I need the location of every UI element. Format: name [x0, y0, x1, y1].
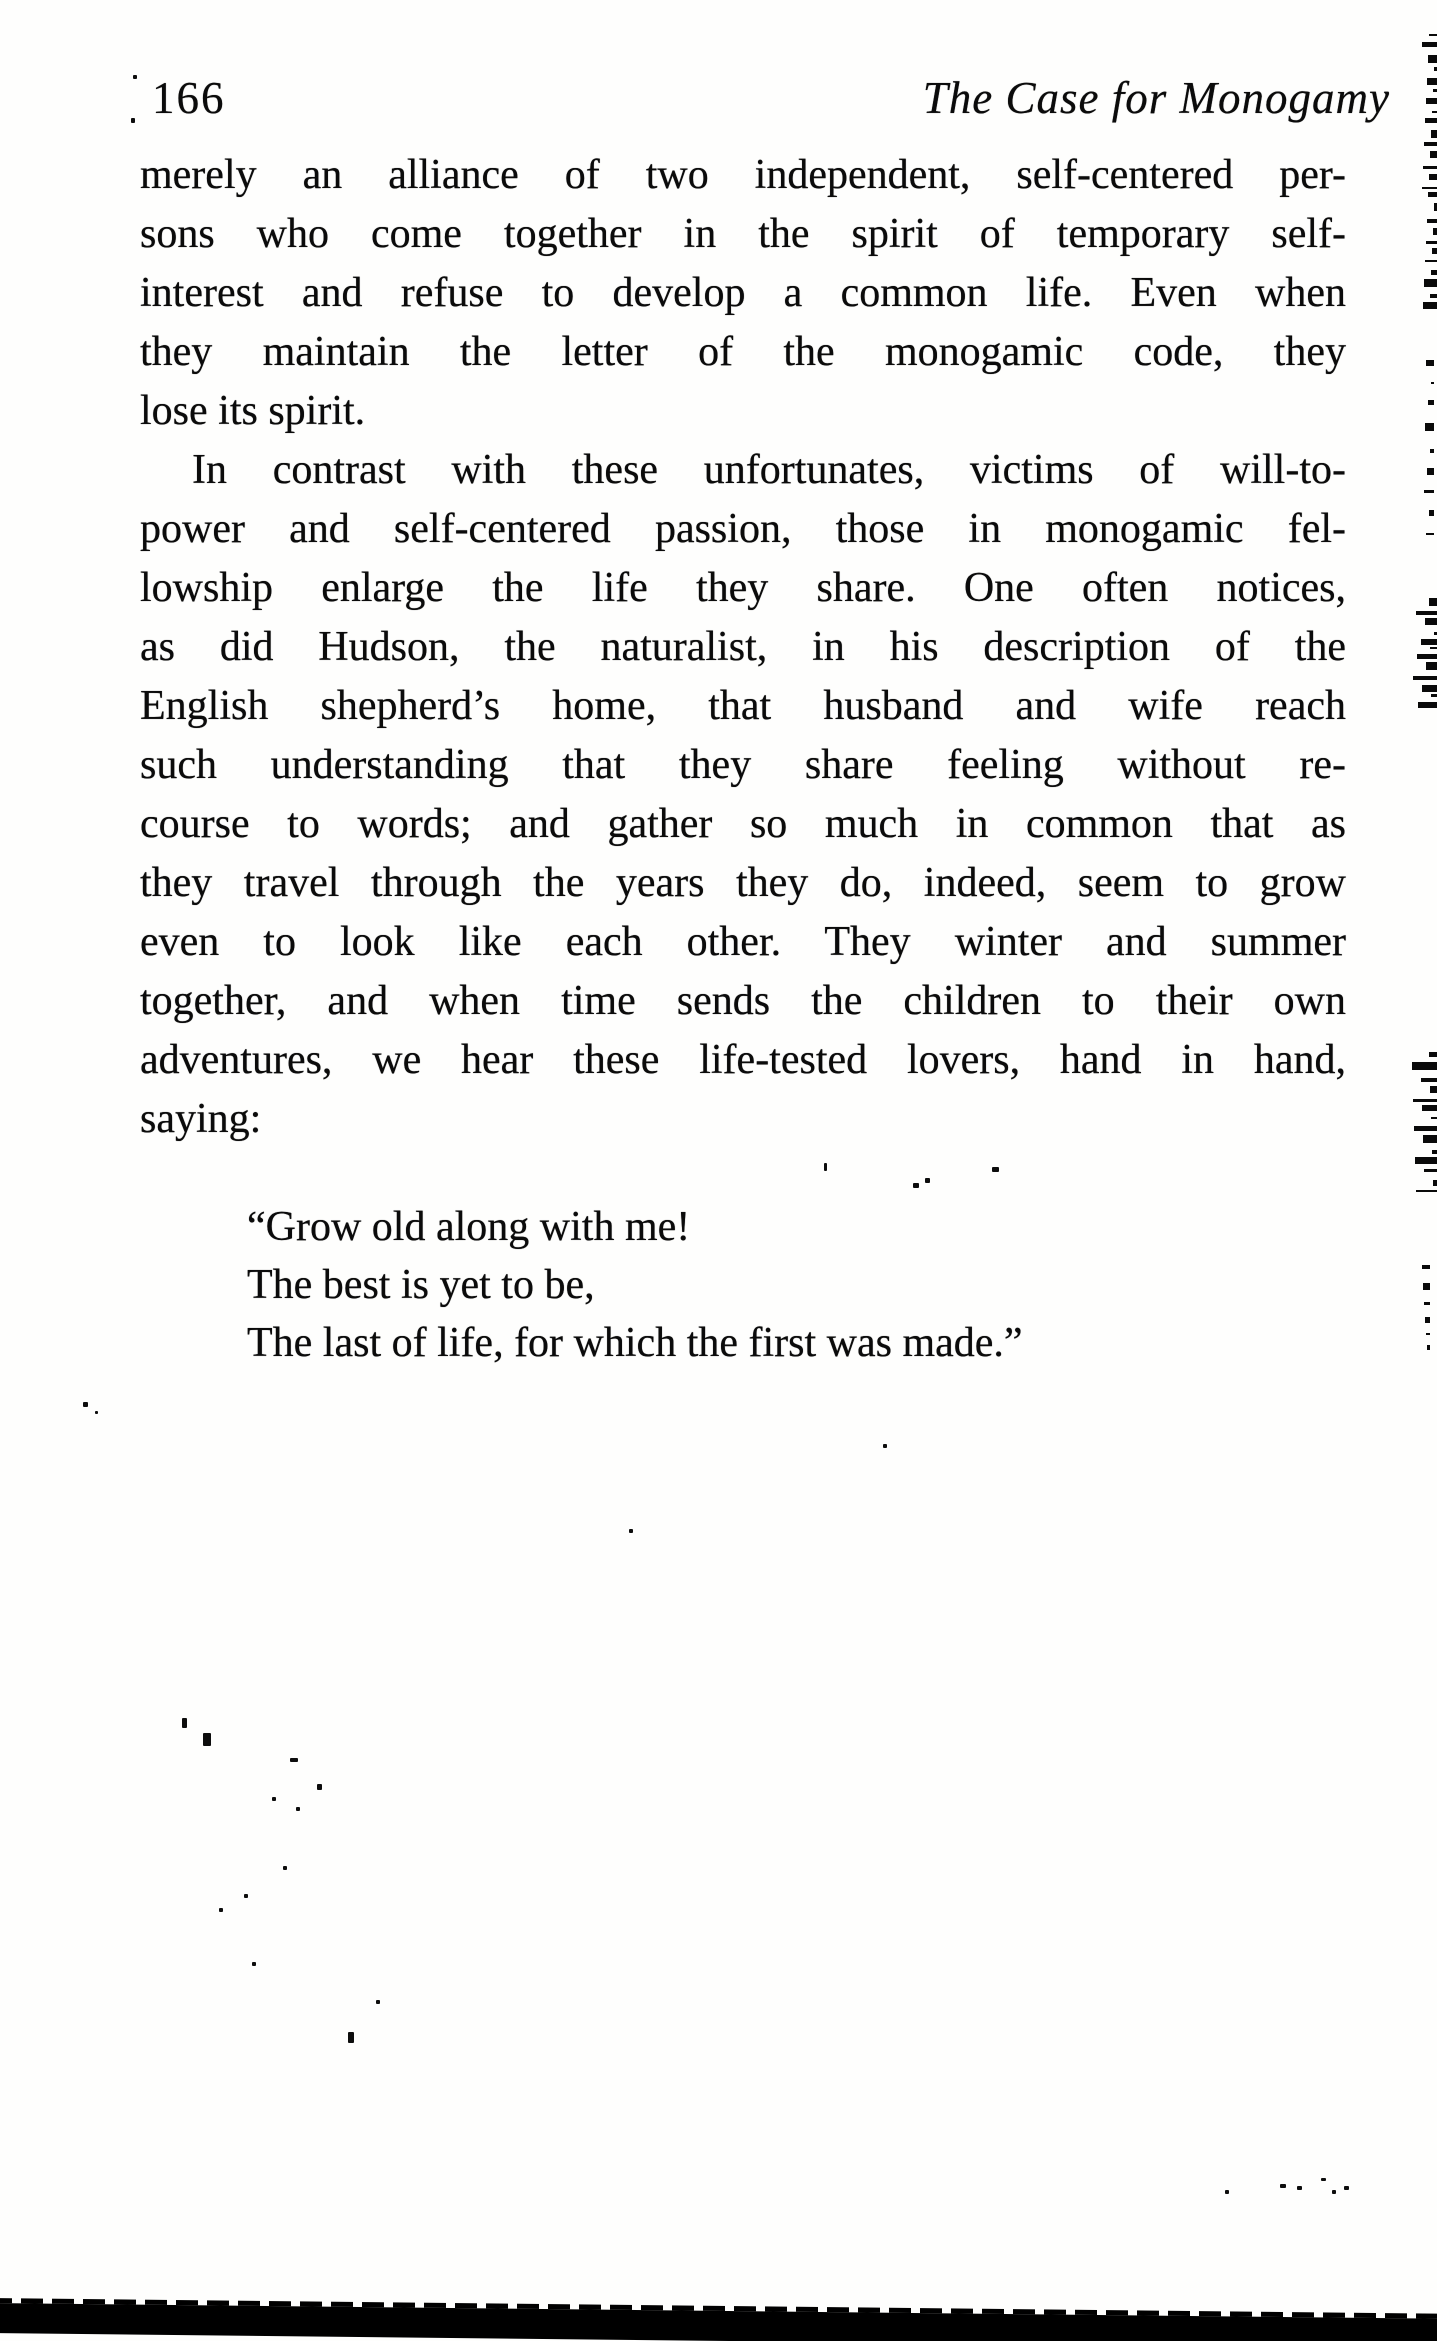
ink-fleck: [1429, 1052, 1437, 1057]
ink-fleck: [1426, 1333, 1430, 1335]
ink-fleck: [1424, 142, 1437, 146]
scan-speck: [317, 1784, 322, 1790]
scan-speck: [83, 1402, 88, 1407]
scan-edge-specks: [1400, 1265, 1430, 1350]
ink-fleck: [1428, 192, 1437, 197]
page-header: [152, 72, 1390, 124]
text-line-p1-4: they maintain the letter of the monogamic code, they: [140, 329, 1346, 375]
ink-fleck: [1423, 166, 1437, 169]
scan-speck: [252, 1962, 256, 1966]
text-line-p1-2: sons who come together in the spirit of temporary self-: [140, 211, 1346, 257]
ink-fleck: [1421, 639, 1437, 645]
scan-speck: [272, 1797, 276, 1801]
ink-fleck: [1423, 1135, 1437, 1143]
ink-fleck: [1426, 360, 1434, 366]
scan-speck: [203, 1733, 211, 1746]
ink-fleck: [1429, 174, 1437, 180]
scan-bottom-bar: [0, 2303, 1437, 2341]
ink-fleck: [1428, 400, 1434, 405]
text-line-p1-1: merely an alliance of two independent, self-centered per-: [140, 152, 1346, 198]
text-line-p2-6: such understanding that they share feeling without re-: [140, 742, 1346, 788]
ink-fleck: [1422, 685, 1437, 692]
ink-fleck: [1423, 302, 1437, 309]
ink-fleck: [1425, 423, 1434, 431]
ink-fleck: [1423, 1283, 1430, 1290]
scan-speck: [1344, 2186, 1349, 2190]
ink-fleck: [1433, 228, 1437, 235]
scan-speck: [883, 1444, 887, 1448]
ink-fleck: [1426, 662, 1437, 670]
text-line-p2-8: they travel through the years they do, indeed, seem to grow: [140, 860, 1346, 906]
scan-speck: [131, 118, 135, 123]
scan-speck: [629, 1529, 633, 1533]
verse-quote: [247, 1198, 1347, 1372]
ink-fleck: [1432, 1150, 1437, 1154]
ink-fleck: [1426, 98, 1437, 104]
scan-edge-ink-top: [1420, 34, 1437, 309]
running-title: The Case for Monogamy: [922, 73, 1390, 123]
ink-fleck: [1421, 1078, 1437, 1082]
scan-speck: [244, 1894, 248, 1898]
ink-fleck: [1431, 270, 1437, 275]
ink-fleck: [1414, 1126, 1437, 1131]
ink-fleck: [1429, 510, 1434, 516]
scan-speck: [925, 1178, 930, 1183]
text-line-p2-10: together, and when time sends the children to their own: [140, 978, 1346, 1024]
verse-line-1: “Grow old along with me!: [247, 1204, 691, 1250]
scan-speck: [290, 1758, 298, 1762]
scan-speck: [283, 1866, 287, 1870]
text-line-p2-1: In contrast with these unfortunates, victims of will-to-: [192, 447, 1346, 493]
scan-speck: [1225, 2190, 1229, 2194]
scan-speck: [348, 2032, 354, 2043]
ink-fleck: [1430, 294, 1437, 298]
ink-fleck: [1429, 598, 1437, 606]
ink-fleck: [1426, 241, 1437, 244]
ink-fleck: [1415, 1157, 1437, 1164]
scan-speck: [95, 1411, 98, 1414]
ink-fleck: [1422, 1265, 1430, 1269]
ink-fleck: [1416, 611, 1437, 615]
ink-fleck: [1426, 533, 1434, 535]
text-line-p2-7: course to words; and gather so much in common that as: [140, 801, 1346, 847]
ink-fleck: [1418, 702, 1437, 708]
text-line-p2-2: power and self-centered passion, those in monogamic fel-: [140, 506, 1346, 552]
ink-fleck: [1431, 1117, 1437, 1119]
scan-speck: [824, 1163, 827, 1171]
ink-fleck: [1428, 55, 1437, 63]
ink-fleck: [1430, 647, 1437, 649]
ink-fleck: [1430, 449, 1434, 453]
ink-fleck: [1413, 1099, 1437, 1102]
scan-speck: [182, 1718, 187, 1728]
verse-line-3: The last of life, for which the first was made.”: [247, 1320, 1023, 1366]
scan-edge-ink-blob-2: [1400, 1052, 1437, 1192]
ink-fleck: [1427, 219, 1437, 223]
ink-fleck: [1430, 1086, 1437, 1093]
scan-speck: [376, 2000, 380, 2004]
scan-speck: [296, 1807, 300, 1811]
ink-fleck: [1431, 130, 1437, 138]
scan-speck: [133, 75, 137, 79]
text-line-p2-5: English shepherd’s home, that husband and wife reach: [140, 683, 1346, 729]
ink-fleck: [1433, 1180, 1437, 1186]
ink-fleck: [1432, 248, 1437, 254]
ink-fleck: [1413, 676, 1437, 680]
scan-speck: [1332, 2190, 1336, 2194]
ink-fleck: [1424, 490, 1434, 493]
verse-line-2: The best is yet to be,: [247, 1262, 595, 1308]
ink-fleck: [1431, 382, 1434, 384]
text-line-p2-12: saying:: [140, 1096, 262, 1142]
body-text: [140, 146, 1346, 1149]
text-line-p2-4: as did Hudson, the naturalist, in his description of the: [140, 624, 1346, 670]
ink-fleck: [1430, 151, 1437, 158]
scan-speck: [913, 1183, 919, 1188]
scan-speck: [992, 1167, 999, 1172]
ink-fleck: [1422, 187, 1437, 189]
text-line-p1-5: lose its spirit.: [140, 388, 366, 434]
ink-fleck: [1432, 111, 1437, 113]
scan-edge-ink-marks: [1414, 360, 1434, 535]
ink-fleck: [1416, 1190, 1437, 1192]
ink-fleck: [1422, 42, 1437, 47]
ink-fleck: [1427, 78, 1437, 85]
scan-edge-ink-blob: [1405, 598, 1437, 708]
ink-fleck: [1431, 694, 1437, 697]
ink-fleck: [1425, 260, 1437, 262]
ink-fleck: [1412, 1062, 1437, 1070]
scan-speck: [219, 1908, 223, 1912]
ink-fleck: [1427, 1345, 1430, 1350]
ink-fleck: [1433, 89, 1437, 92]
page-number: 166: [152, 73, 226, 123]
scan-speck: [1297, 2186, 1302, 2190]
text-line-p2-3: lowship enlarge the life they share. One often notices,: [140, 565, 1346, 611]
ink-fleck: [1424, 1169, 1437, 1172]
ink-fleck: [1427, 468, 1434, 475]
ink-fleck: [1424, 1302, 1430, 1305]
ink-fleck: [1425, 618, 1437, 625]
ink-fleck: [1425, 1317, 1430, 1323]
ink-fleck: [1425, 118, 1437, 123]
scan-speck: [1321, 2178, 1326, 2181]
text-line-p2-9: even to look like each other. They winter and summer: [140, 919, 1346, 965]
scan-speck: [1280, 2184, 1286, 2188]
text-line-p2-11: adventures, we hear these life-tested lovers, hand in hand,: [140, 1037, 1346, 1083]
ink-fleck: [1417, 654, 1437, 659]
ink-fleck: [1429, 34, 1437, 36]
ink-fleck: [1422, 1105, 1437, 1111]
text-line-p1-3: interest and refuse to develop a common life. Even when: [140, 270, 1346, 316]
ink-fleck: [1424, 279, 1437, 287]
